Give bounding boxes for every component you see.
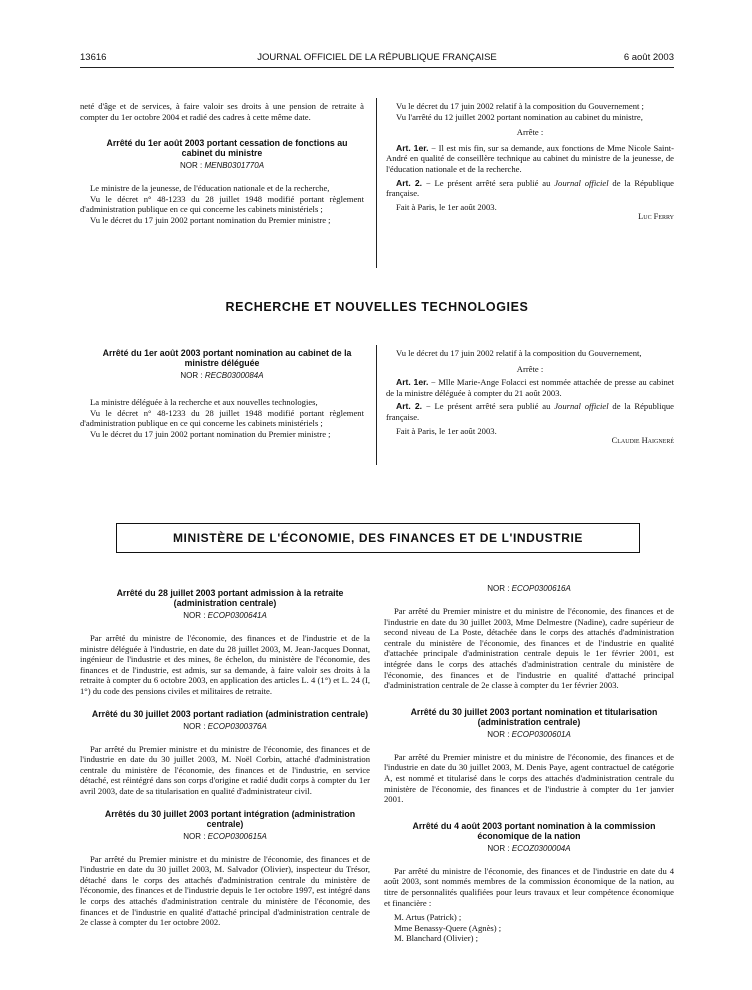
paragraph: Par arrêté du Premier ministre et du ministre de l'économie, des finances et de l'industrie en date du 30 juillet 2003, Mme Delmestre (Nadine), cadre supérieur de second niveau de La Poste, détachée dans le corps des attachés d'administration centrale du ministère de l'économie, des finances et de l'industrie en qualité d'attachée principale d'administration centrale depuis le 1er février 2001, est intégrée dans le corps des attachés d'administration centrale du ministère de l'économie, des finances et de l'industrie en qualité d'attaché principal d'administration centrale de 2e classe à compter du 1er février 2003. <box>384 606 674 691</box>
top-left-column <box>80 101 364 226</box>
journal-title: JOURNAL OFFICIEL DE LA RÉPUBLIQUE FRANÇAISE <box>257 52 497 63</box>
decree-title: Arrêté du 30 juillet 2003 portant nomination et titularisation (administration centrale) <box>410 706 658 727</box>
list-item: M. Artus (Patrick) ; <box>394 912 462 923</box>
nor-code: ECOP0300616A <box>511 584 571 593</box>
decree-title: Arrêté du 1er août 2003 portant cessation de fonctions au cabinet du ministre <box>106 138 348 159</box>
nor-reference: NOR : ECOP0300615A <box>183 831 267 841</box>
decree-title: Arrêté du 1er août 2003 portant nomination au cabinet de la ministre déléguée <box>102 348 352 368</box>
paragraph: Par arrêté du Premier ministre et du ministre de l'économie, des finances et de l'industrie en date du 30 juillet 2003, M. Salvador (Olivier), inspecteur du Trésor, détaché dans le corps des attachés d'administration centrale du ministère de l'économie, des finances et de l'industrie depuis le 1er octobre 1997, est intégré dans le corps des attachés d'administration centrale du ministère de l'économie, des finances et de l'industrie en qualité d'attaché principal d'administration centrale de 2e classe à compter du 1er octobre 2002. <box>80 853 370 928</box>
decree-title: Arrêté du 30 juillet 2003 portant radiation (administration centrale) <box>91 708 369 719</box>
column-divider <box>376 345 377 465</box>
nor-code: ECOP0300601A <box>511 729 571 739</box>
article-2: Art. 2. − Le présent arrêté sera publié au Journal officiel de la République française. <box>386 177 674 199</box>
nor-reference: NOR : MENB0301770A <box>179 161 265 171</box>
nor-reference: NOR : ECOP0300376A <box>183 721 267 731</box>
decree-title: Arrêté du 4 août 2003 portant nomination à la commission économique de la nation <box>412 820 656 841</box>
paragraph: Vu le décret n° 48-1233 du 28 juillet 1948 modifié portant règlement d'administration publique en ce qui concerne les cabinets ministériels ; <box>80 407 364 429</box>
mid-left-column <box>80 348 364 439</box>
signature: Claudie Haigneré <box>611 436 674 446</box>
decree-title: Arrêtés du 30 juillet 2003 portant intégration (administration centrale) <box>104 808 356 829</box>
header-rule <box>80 67 674 68</box>
signature: Luc Ferry <box>638 212 674 222</box>
nor-code: ECOP0300615A <box>207 831 267 841</box>
section-heading-recherche: RECHERCHE ET NOUVELLES TECHNOLOGIES <box>225 300 529 314</box>
article-2: Art. 2. − Le présent arrêté sera publié au Journal officiel de la République française. <box>386 401 674 422</box>
bottom-left-column <box>80 588 370 928</box>
nor-code: ECOP0300641A <box>207 611 267 620</box>
section-box-economie <box>116 523 640 553</box>
paragraph: Par arrêté du Premier ministre et du ministre de l'économie, des finances et de l'industrie en date du 30 juillet 2003, M. Noël Corbin, attaché d'administration centrale du ministère de l'économie, des finances et de l'industrie, en service détaché, est réintégré dans son corps d'origine et radié dudit corps à compter du 1er avril 2003, date de sa titularisation en qualité d'administrateur civil. <box>80 743 370 796</box>
nor-code: RECB0300084A <box>204 371 264 380</box>
paragraph: Le ministre de la jeunesse, de l'éducation nationale et de la recherche, <box>90 183 330 194</box>
nor-code: MENB0301770A <box>204 161 265 171</box>
arrete-heading: Arrête : <box>516 363 544 374</box>
top-right-column <box>386 101 674 223</box>
decree-title: Arrêté du 28 juillet 2003 portant admission à la retraite (administration centrale) <box>116 588 344 608</box>
paragraph: Vu le décret du 17 juin 2002 portant nomination du Premier ministre ; <box>90 214 331 225</box>
nor-code: ECOP0300376A <box>207 721 267 731</box>
arrete-heading: Arrête : <box>516 127 544 138</box>
paragraph: Par arrêté du ministre de l'économie, des finances et de l'industrie et de la ministre déléguée à l'industrie, en date du 28 juillet 2003, M. Jean-Jacques Donnat, ingénieur de l'industrie et des mines, 8e échelon, du ministère de l'économie, des finances et de l'industrie, est admis, sur sa demande, à faire valoir ses droits à la retraite à compter du 6 octobre 2003, en application des articles L. 4 (1°) et L. 24 (I, 1°) du code des pensions civiles et militaires de retraite. <box>80 633 370 696</box>
paragraph: Par arrêté du ministre de l'économie, des finances et de l'industrie en date du 4 août 2003, sont nommés membres de la commission économique de la nation, au titre de personnalités qualifiées pour leurs travaux et leur compétence économique et financière : <box>384 865 674 908</box>
paragraph: La ministre déléguée à la recherche et aux nouvelles technologies, <box>90 397 318 407</box>
issue-date: 6 août 2003 <box>623 52 674 63</box>
mid-right-column <box>386 348 674 447</box>
list-item: Mme Benassy-Quere (Agnès) ; <box>394 922 502 933</box>
article-1: Art. 1er. − Il est mis fin, sur sa demande, aux fonctions de Mme Nicole Saint-André en qualité de conseillère technique au cabinet du ministre de la jeunesse, de l'éducation nationale et de la recherche. <box>386 142 674 174</box>
signing-place-date: Fait à Paris, le 1er août 2003. <box>396 425 497 436</box>
nor-reference: NOR : ECOP0300601A <box>487 729 571 739</box>
nor-reference: NOR : ECOP0300616A <box>487 584 571 593</box>
continuation-text: neté d'âge et de services, à faire valoir ses droits à une pension de retraite à compter du 1er octobre 2004 et radié des cadres à cette même date. <box>80 101 364 122</box>
signing-place-date: Fait à Paris, le 1er août 2003. <box>396 201 497 212</box>
paragraph: Vu le décret n° 48-1233 du 28 juillet 1948 modifié portant règlement d'administration publique en ce qui concerne les cabinets ministériels ; <box>80 193 364 215</box>
paragraph: Vu le décret du 17 juin 2002 portant nomination du Premier ministre ; <box>90 428 331 439</box>
nor-code: ECOZ0300004A <box>511 843 571 853</box>
paragraph: Vu l'arrêté du 12 juillet 2002 portant nomination au cabinet du ministre, <box>396 111 643 122</box>
page-header <box>80 52 674 66</box>
nor-reference: NOR : ECOP0300641A <box>183 611 267 620</box>
nor-reference: NOR : ECOZ0300004A <box>487 843 571 853</box>
bottom-right-column <box>384 583 674 944</box>
paragraph: Par arrêté du Premier ministre et du ministre de l'économie, des finances et de l'industrie en date du 30 juillet 2003, M. Denis Paye, agent contractuel de catégorie A, est nommé et titularisé dans le corps des attachés d'administration centrale du ministère de l'économie, des finances et de l'industrie à compter du 1er janvier 2001. <box>384 751 674 805</box>
article-1: Art. 1er. − Mlle Marie-Ange Folacci est nommée attachée de presse au cabinet de la ministre déléguée à compter du 21 août 2003. <box>386 377 674 398</box>
page-number: 13616 <box>80 52 107 63</box>
paragraph: Vu le décret du 17 juin 2002 relatif à la composition du Gouvernement ; <box>396 101 644 111</box>
column-divider <box>376 98 377 268</box>
paragraph: Vu le décret du 17 juin 2002 relatif à la composition du Gouvernement, <box>396 348 642 358</box>
list-item: M. Blanchard (Olivier) ; <box>394 933 479 944</box>
section-heading-economie: MINISTÈRE DE L'ÉCONOMIE, DES FINANCES ET DE L'INDUSTRIE <box>172 531 584 545</box>
nor-reference: NOR : RECB0300084A <box>180 371 264 380</box>
